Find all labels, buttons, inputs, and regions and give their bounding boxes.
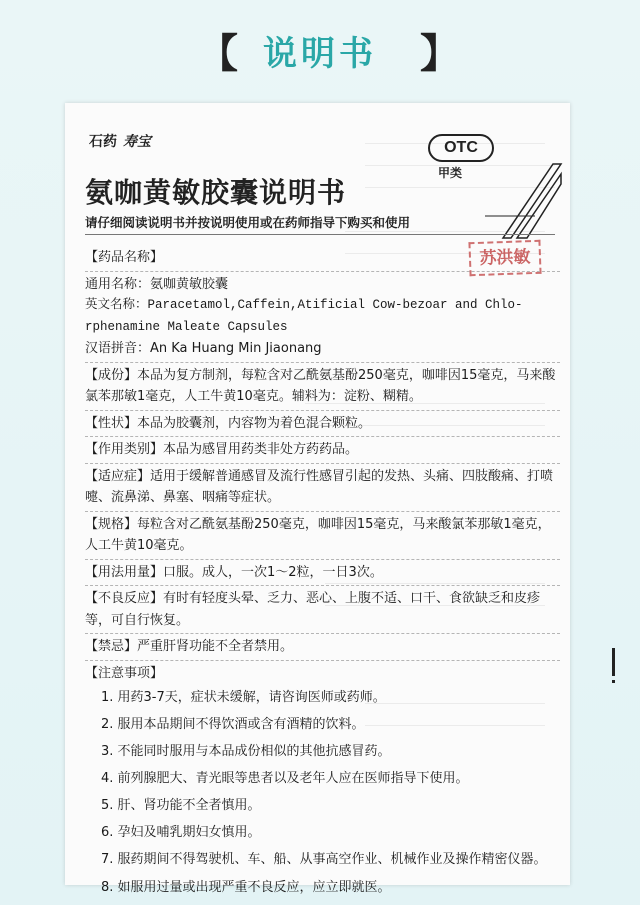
precautions-list (85, 684, 560, 901)
dashed-divider (85, 660, 560, 661)
english-name-line-1: 英文名称：Paracetamol,Caffein,Atificial Cow-bezoar and Chlo- (85, 298, 523, 312)
dashed-divider (85, 436, 560, 437)
left-bracket: 【 (198, 30, 238, 77)
page-header (0, 0, 640, 96)
leaflet-title: 氨咖黄敏胶囊说明书 (85, 176, 347, 209)
adverse-reactions: 【不良反应】有时有轻度头晕、乏力、恶心、上腹不适、口干、食欲缺乏和皮疹等，可自行恢复。 (85, 591, 541, 628)
precaution-item: 7. 服药期间不得驾驶机、车、船、从事高空作业、机械作业及操作精密仪器。 (101, 852, 547, 867)
leaflet-subtitle: 请仔细阅读说明书并按说明使用或在药师指导下购买和使用 (85, 215, 411, 230)
precautions-heading: 【注意事项】 (85, 665, 164, 681)
ingredients: 【成份】本品为复方制剂，每粒含对乙酰氨基酚250毫克，咖啡因15毫克，马来酸氯苯那敏1毫克，人工牛黄10毫克。辅料为：淀粉、糊精。 (85, 367, 556, 404)
diagonal-stripe-decoration (465, 158, 561, 238)
dashed-divider (85, 511, 560, 512)
generic-name: 通用名称：氨咖黄敏胶囊 (85, 276, 229, 292)
english-name-line-2: rphenamine Maleate Capsules (85, 319, 288, 334)
title-divider (85, 234, 555, 235)
precaution-item: 4. 前列腺肥大、青光眼等患者以及老年人应在医师指导下使用。 (101, 771, 469, 786)
dashed-divider (85, 559, 560, 560)
dashed-divider (85, 463, 560, 464)
edge-mark (612, 648, 615, 676)
contraindications: 【禁忌】严重肝肾功能不全者禁用。 (85, 639, 294, 654)
indications: 【适应症】适用于缓解普通感冒及流行性感冒引起的发热、头痛、四肢酸痛、打喷嚏、流鼻涕、鼻塞、咽痛等症状。 (85, 468, 554, 505)
otc-class-label: 甲类 (438, 166, 463, 180)
dashed-divider (85, 585, 560, 586)
specification: 【规格】每粒含对乙酰氨基酚250毫克，咖啡因15毫克，马来酸氯苯那敏1毫克，人工牛黄10毫克。 (85, 516, 551, 553)
precaution-item: 5. 肝、肾功能不全者慎用。 (101, 798, 261, 813)
brand-logo (89, 131, 151, 151)
dashed-divider (85, 271, 560, 272)
drug-category: 【作用类别】本品为感冒用药类非处方药药品。 (85, 442, 359, 457)
right-bracket: 】 (420, 30, 460, 77)
dashed-divider (85, 633, 560, 634)
red-seal-stamp: 苏洪敏 (468, 240, 541, 276)
leaflet-body (85, 241, 560, 901)
dashed-divider (85, 362, 560, 363)
dosage: 【用法用量】口服。成人，一次1～2粒，一日3次。 (85, 564, 383, 580)
otc-badge: OTC (428, 134, 494, 162)
pinyin-name: 汉语拼音：An Ka Huang Min Jiaonang (85, 341, 322, 356)
precaution-item: 3. 不能同时服用与本品成份相似的其他抗感冒药。 (101, 744, 391, 759)
page-title: 说明书 (263, 34, 377, 74)
precaution-item: 1. 用药3-7天，症状未缓解，请咨询医师或药师。 (101, 690, 386, 705)
precaution-item: 2. 服用本品期间不得饮酒或含有酒精的饮料。 (101, 717, 365, 732)
precaution-item: 6. 孕妇及哺乳期妇女慎用。 (101, 825, 261, 840)
properties: 【性状】本品为胶囊剂，内容物为着色混合颗粒。 (85, 415, 372, 431)
dashed-divider (85, 410, 560, 411)
leaflet-sheet (65, 103, 570, 895)
brand-name: 石药 (89, 134, 117, 150)
edge-dot (612, 680, 615, 683)
section-drug-name: 【药品名称】 (85, 250, 164, 265)
precaution-item: 8. 如服用过量或出现严重不良反应，应立即就医。 (101, 880, 391, 895)
brand-subname: 寿宝 (123, 134, 151, 150)
